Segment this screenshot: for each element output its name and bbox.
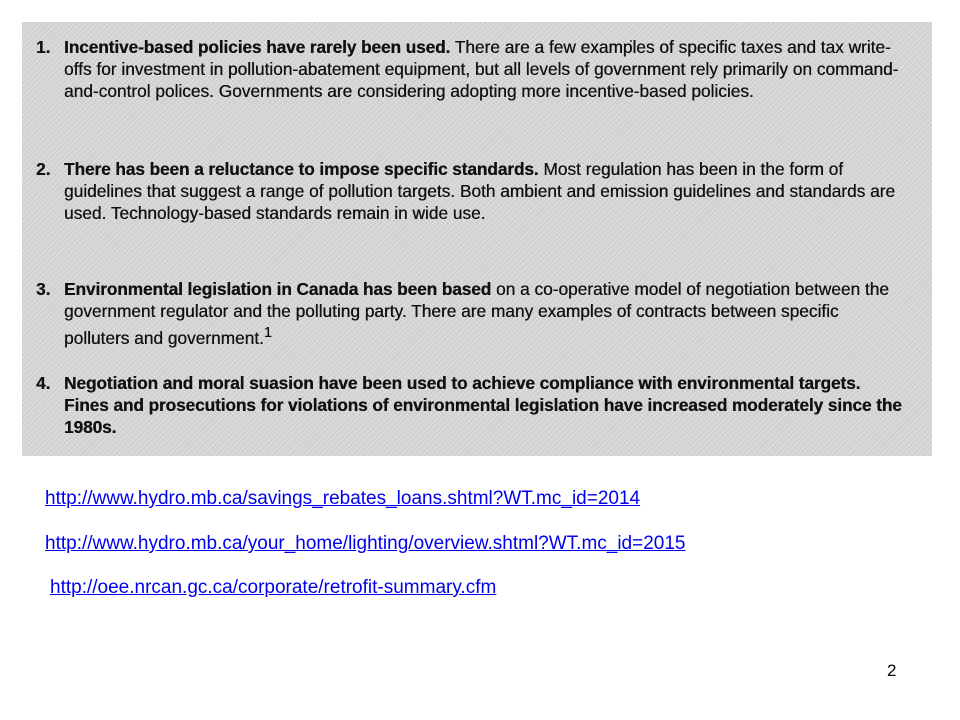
link-hydro-lighting-overview[interactable]: http://www.hydro.mb.ca/your_home/lighting/overview.shtml?WT.mc_id=2015 <box>45 533 686 554</box>
list-item-text <box>64 278 904 349</box>
page-number: 2 <box>887 661 897 680</box>
link-nrcan-retrofit-summary[interactable]: http://oee.nrcan.gc.ca/corporate/retrofit-summary.cfm <box>50 577 497 598</box>
list-item-4 <box>36 372 904 438</box>
list-item-2 <box>36 158 904 224</box>
footnote-marker: 1 <box>263 325 272 341</box>
list-item-number: 1. <box>36 37 51 57</box>
list-item-text <box>64 372 904 438</box>
list-item-number: 3. <box>36 279 51 299</box>
scanned-text-excerpt <box>22 22 932 456</box>
list-item-number: 4. <box>36 373 51 393</box>
list-item-text <box>64 158 904 224</box>
list-item-lead: Negotiation and moral suasion have been used to achieve compliance with environmental targets. Fines and prosecutions for violations of environmental legislation have increased moderately since the 1980s. <box>64 373 902 437</box>
list-item-3 <box>36 278 904 349</box>
list-item-lead: Incentive-based policies have rarely been used. <box>64 37 451 57</box>
list-item-body: on a co-operative model of negotiation between the government regulator and the polluting party. There are many examples of contracts between specific polluters and government. <box>64 279 889 348</box>
list-item-lead: Environmental legislation in Canada has been based <box>64 279 492 299</box>
link-hydro-savings-rebates[interactable]: http://www.hydro.mb.ca/savings_rebates_loans.shtml?WT.mc_id=2014 <box>45 488 641 509</box>
list-item-number: 2. <box>36 159 51 179</box>
list-item-lead: There has been a reluctance to impose specific standards. <box>64 159 539 179</box>
list-item-body: There are a few examples of specific taxes and tax write-offs for investment in pollution-abatement equipment, but all levels of government rely primarily on command-and-control polices. Governments are considering adopting more incentive-based policies. <box>64 37 899 101</box>
list-item-1 <box>36 36 904 102</box>
list-item-body: Most regulation has been in the form of guidelines that suggest a range of pollution targets. Both ambient and emission guidelines and standards are used. Technology-based standards remain in wide use. <box>64 159 896 223</box>
list-item-text <box>64 36 904 102</box>
